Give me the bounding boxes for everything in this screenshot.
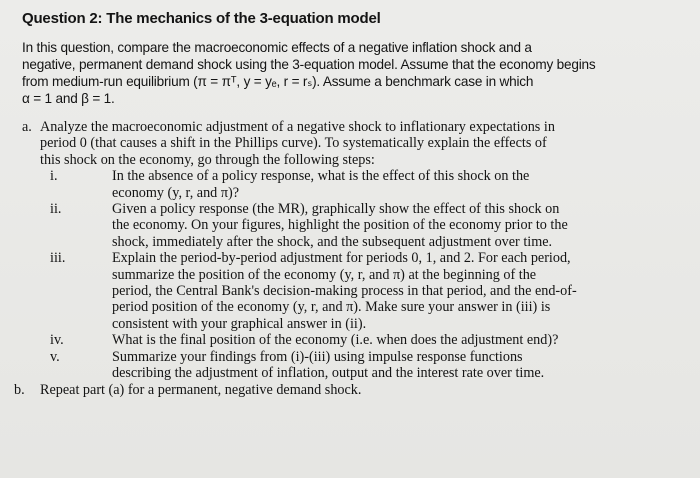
part-a-line: this shock on the economy, go through the following steps: bbox=[40, 151, 375, 168]
question-intro bbox=[22, 39, 688, 107]
sub-item-line: Given a policy response (the MR), graphically show the effect of this shock on bbox=[112, 201, 560, 218]
intro-line: negative, permanent demand shock using the 3-equation model. Assume that the economy begins bbox=[22, 57, 596, 72]
sub-item-line: the economy. On your figures, highlight the position of the economy prior to the bbox=[112, 217, 568, 234]
sub-item-label: iv. bbox=[50, 332, 64, 349]
sub-item-body bbox=[112, 349, 688, 382]
part-a-line: Analyze the macroeconomic adjustment of a negative shock to inflationary expectations in bbox=[40, 119, 555, 135]
part-a-label: a. bbox=[22, 119, 32, 135]
question-title: Question 2: The mechanics of the 3-equation model bbox=[22, 10, 381, 27]
part-a-line: period 0 (that causes a shift in the Phillips curve). To systematically explain the effects of bbox=[40, 135, 547, 152]
part-b-text: Repeat part (a) for a permanent, negative demand shock. bbox=[40, 381, 362, 398]
sub-item-line: describing the adjustment of inflation, output and the interest rate over time. bbox=[112, 365, 545, 382]
sub-item-line: economy (y, r, and π)? bbox=[112, 184, 240, 201]
sub-item-line: summarize the position of the economy (y, r, and π) at the beginning of the bbox=[112, 266, 537, 283]
sub-item-body bbox=[112, 332, 688, 348]
intro-line: α = 1 and β = 1. bbox=[22, 91, 115, 106]
part-b-label: b. bbox=[14, 381, 25, 398]
sub-item-body bbox=[112, 250, 688, 332]
sub-item-ii bbox=[50, 201, 688, 250]
sub-item-body bbox=[112, 168, 688, 201]
sub-item-label: i. bbox=[50, 168, 58, 185]
sub-item-line: Explain the period-by-period adjustment for periods 0, 1, and 2. For each period, bbox=[112, 250, 571, 267]
sub-item-line: consistent with your graphical answer in (ii). bbox=[112, 315, 367, 332]
part-b bbox=[14, 381, 688, 398]
intro-line: from medium-run equilibrium (π = πᵀ, y = yₑ, r = rₛ). Assume a benchmark case in which bbox=[22, 74, 534, 89]
sub-item-i bbox=[50, 168, 688, 201]
sub-item-line: In the absence of a policy response, what is the effect of this shock on the bbox=[112, 168, 530, 185]
intro-line: In this question, compare the macroeconomic effects of a negative inflation shock and a bbox=[22, 40, 532, 55]
sub-item-line: period, the Central Bank's decision-making process in that period, and the end-of- bbox=[112, 283, 577, 300]
sub-item-line: What is the final position of the economy (i.e. when does the adjustment end)? bbox=[112, 332, 559, 349]
part-a-body bbox=[40, 119, 688, 382]
sub-item-label: v. bbox=[50, 348, 60, 365]
sub-item-line: Summarize your findings from (i)-(iii) using impulse response functions bbox=[112, 348, 523, 365]
part-a bbox=[22, 119, 688, 382]
sub-item-label: iii. bbox=[50, 250, 66, 267]
sub-item-iii bbox=[50, 250, 688, 332]
sub-item-iv bbox=[50, 332, 688, 348]
sub-item-line: shock, immediately after the shock, and the subsequent adjustment over time. bbox=[112, 233, 553, 250]
sub-item-v bbox=[50, 349, 688, 382]
sub-item-line: period position of the economy (y, r, and π). Make sure your answer in (iii) is bbox=[112, 299, 551, 316]
sub-item-body bbox=[112, 201, 688, 250]
sub-item-label: ii. bbox=[50, 201, 62, 218]
